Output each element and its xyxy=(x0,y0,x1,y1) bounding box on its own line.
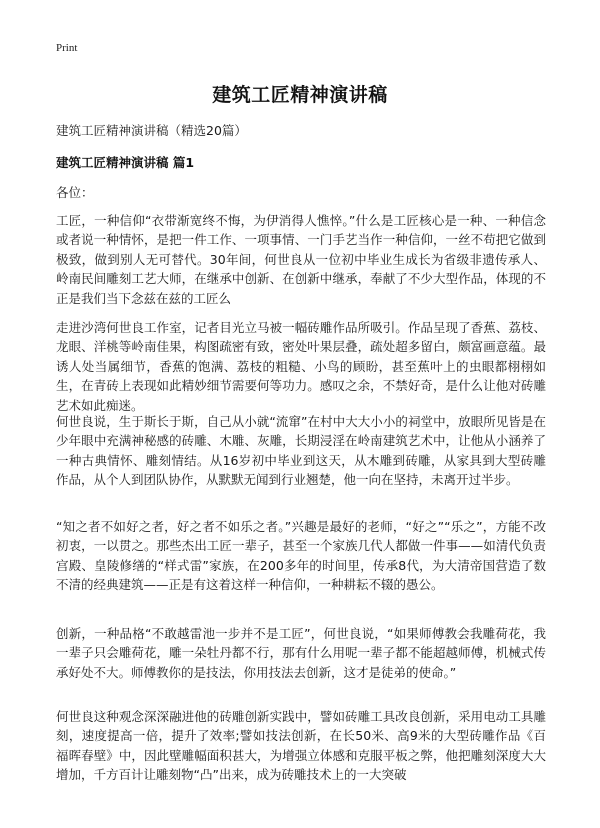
paragraph: “知之者不如好之者，好之者不如乐之者。”兴趣是最好的老师，“好之”“乐之”，方能不改初衷，一以贯之。那些杰出工匠一辈子，甚至一个家族几代人都做一件事——如清代负责宫殿、皇陵修缮的“样式雷”家族，在200多年的时间里，传承8代，为大清帝国营造了数不清的经典建筑——正是有这着这样一种信仰，一种耕耘不辍的愚公。 xyxy=(56,519,546,593)
greeting: 各位： xyxy=(56,185,94,200)
section-heading: 建筑工匠精神演讲稿 篇1 xyxy=(56,155,195,170)
paragraph: 何世良这种观念深深融进他的砖雕创新实践中，譬如砖雕工具改良创新，采用电动工具雕刻，速度提高一倍，提升了效率;譬如技法创新，在长50米、高9米的大型砖雕作品《百福晖春壁》中，因此壁雕幅面积甚大，为增强立体感和克服平板之弊，他把雕刻深度大大增加，千方百计让雕刻物“凸”出来，成为砖雕技术上的一大突破 xyxy=(56,709,546,783)
print-button[interactable]: Print xyxy=(56,42,78,54)
paragraph: 工匠，一种信仰“衣带渐宽终不悔，为伊消得人憔悴。”什么是工匠核心是一种、一种信念或者说一种情怀，是把一件工作、一项事情、一门手艺当作一种信仰，一丝不苟把它做到极致，做到别人无可替代。30年间，何世良从一位初中毕业生成长为省级非遗传承人、岭南民间雕刻工艺大师，在继承中创新、在创新中继承，奉献了不少大型作品，体现的不正是我们当下念兹在兹的工匠么 xyxy=(56,213,546,306)
paragraph: 创新，一种品格“不敢越雷池一步并不是工匠”，何世良说，“如果师傅教会我雕荷花，我一辈子只会雕荷花，雕一朵牡丹都不行，那有什么用呢一辈子都不能超越师傅，机械式传承好处不大。师傅教你的是技法，你用技法去创新，这才是徒弟的使命。” xyxy=(56,626,546,680)
paragraph: 走进沙湾何世良工作室，记者目光立马被一幅砖雕作品所吸引。作品呈现了香蕉、荔枝、龙眼、洋桃等岭南佳果，构图疏密有致，密处叶果层叠，疏处超多留白，颇富画意蕴。最诱人处当属细节，香蕉的饱满、荔枝的粗糙、小鸟的顾盼，甚至蕉叶上的虫眼都栩栩如生，在青砖上表现如此精妙细节需要何等功力。感叹之余，不禁好奇，是什么让他对砖雕艺术如此痴迷。 xyxy=(56,320,546,413)
document-title: 建筑工匠精神演讲稿 xyxy=(212,84,388,106)
document-subtitle: 建筑工匠精神演讲稿（精选20篇） xyxy=(56,123,247,138)
paragraph: 何世良说，生于斯长于斯，自己从小就“流窜”在村中大大小小的祠堂中，放眼所见皆是在少年眼中充满神秘感的砖雕、木雕、灰雕，长期浸淫在岭南建筑艺术中，让他从小涵养了一种古典情怀、雕刻情结。从16岁初中毕业到这天，从木雕到砖雕，从家具到大型砖雕作品，从个人到团队协作，从默默无闻到行业翘楚，他一向在坚持，未离开过半步。 xyxy=(56,414,546,488)
